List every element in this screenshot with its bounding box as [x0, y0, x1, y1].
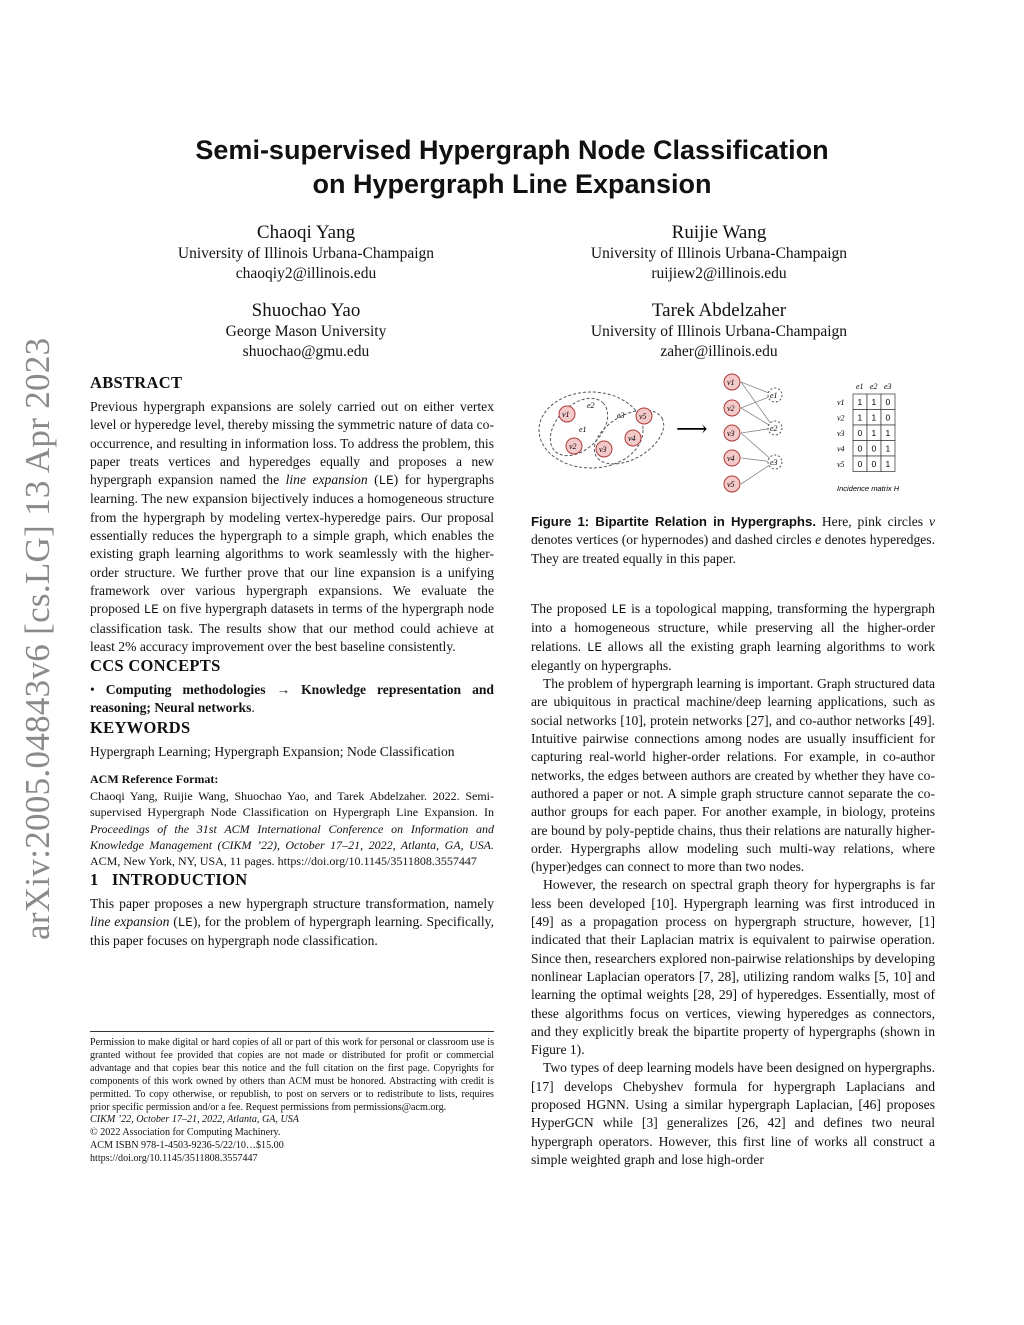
matrix-row-label: v4	[837, 444, 845, 454]
body-paragraph	[531, 600, 935, 675]
matrix-row-label: v5	[837, 460, 845, 469]
matrix-cell-value: 1	[871, 412, 877, 423]
matrix-col-label: e1	[856, 382, 864, 391]
matrix-row-label: v1	[837, 398, 845, 407]
vertex-label: v4	[727, 454, 735, 463]
matrix-cell-value: 1	[857, 412, 863, 423]
title-line-1: Semi-supervised Hypergraph Node Classification	[195, 135, 829, 165]
body-paragraph: However, the research on spectral graph theory for hypergraphs is far less been developed [10]. Hypergraph learning was first introduced in [49] as a propagation process on hypergraph structure, however, [1] indicated that their Laplacian matrix is equivalent to pairwise operation. Since then, researchers explored non-pairwise relationships by developing nonlinear Laplacian operators [7, 28], utilizing random walks [5, 10] and learning the optimal weights [28, 29] of hyperedges. Essentially, most of these algorithms focus on vertices, viewing hyperedges as connectors, and they explicitly break the bipartite property of hypergraphs (shown in Figure 1).	[531, 877, 935, 1058]
caption-part: Here, pink circles	[815, 514, 929, 529]
keywords-heading: KEYWORDS	[90, 717, 191, 737]
matrix-cell-value: 0	[885, 412, 891, 423]
keywords-text: Hypergraph Learning; Hypergraph Expansion; Node Classification	[90, 743, 455, 759]
abstract-part: on five hypergraph datasets in terms of the hypergraph node classification task. The results show that our method could achieve at least 2% accuracy improvement over the best baseline consistently.	[90, 601, 495, 654]
matrix-cell-value: 0	[885, 397, 891, 407]
matrix-cell-value: 0	[857, 459, 863, 469]
acm-reference-part: ACM, New York, NY, USA, 11 pages. https://doi.org/10.1145/3511808.3557447	[90, 854, 477, 869]
body-part: allows all the existing graph learning algorithms to work elegantly on hypergraphs.	[531, 638, 935, 673]
transform-arrow: ⟶	[676, 416, 708, 441]
acm-reference-heading: ACM Reference Format:	[90, 772, 219, 787]
hyperedge-label: e3	[617, 411, 625, 420]
author-block	[141, 222, 471, 284]
abstract-part: ) for hypergraphs learning. The new expansion bijectively induces a homogeneous structure from the hypergraph by modeling vertex-hyperedge pairs. Our proposal essentially reduces the hypergraph to a simple graph, which enables the existing graph learning algorithms to work seamlessly with the higher-order structure. We further prove that our line expansion is a unifying framework over various hypergraph expansions. We evaluate the proposed	[90, 472, 494, 617]
intro-code: LE	[177, 915, 193, 930]
hyperedge-label: e1	[579, 425, 587, 434]
author-name: Tarek Abdelzaher	[651, 300, 787, 321]
author-name: Shuochao Yao	[251, 300, 361, 321]
acm-reference-part: Chaoqi Yang, Ruijie Wang, Shuochao Yao, and Tarek Abdelzaher. 2022. Semi-supervised Hypergraph Node Classification on Hypergraph Line Expansion. In	[90, 789, 494, 820]
matrix-cell-value: 1	[871, 397, 877, 407]
ccs-concepts: Computing methodologies → Knowledge representation and reasoning; Neural networks	[90, 682, 494, 716]
author-block	[554, 300, 884, 362]
permission-notice: Permission to make digital or hard copies of all or part of this work for personal or classroom use is granted without fee provided that copies are not made or distributed for profit or commercial advantage and that copies bear this notice and the full citation on the first page. Copyrights for components of this work owned by others than ACM must be honored. Abstracting with credit is permitted. To copy otherwise, or republish, to post on servers or to redistribute to lists, requires prior specific permission and/or a fee. Request permissions from permissions@acm.org.	[90, 1037, 494, 1113]
abstract-text	[90, 398, 494, 656]
matrix-cell-value: 0	[857, 428, 863, 438]
abstract-part: Previous hypergraph expansions are solely carried out on either vertex level or hyperedge level, thereby missing the symmetric nature of data co-occurrence, and resulting in information loss. To address the problem, this paper treats vertices and hyperedges equally and proposes a new hypergraph expansion named the	[90, 399, 494, 488]
figure-caption	[531, 513, 935, 568]
intro-part: This paper proposes a new hypergraph structure transformation, namely	[90, 895, 494, 911]
vertex-label: v4	[628, 434, 636, 443]
author-email[interactable]: ruijiew2@illinois.edu	[651, 265, 787, 282]
author-block	[554, 222, 884, 284]
hypergraph-drawing	[539, 387, 673, 475]
author-name: Ruijie Wang	[671, 222, 767, 243]
title-line-2: on Hypergraph Line Expansion	[312, 169, 712, 199]
matrix-cell-value: 1	[871, 428, 877, 438]
author-affiliation: University of Illinois Urbana-Champaign	[590, 323, 848, 340]
author-affiliation: University of Illinois Urbana-Champaign	[177, 245, 435, 262]
bipartite-drawing	[724, 374, 782, 492]
body-code: LE	[611, 603, 627, 617]
author-affiliation: George Mason University	[225, 323, 387, 340]
author-affiliation: University of Illinois Urbana-Champaign	[590, 245, 848, 262]
abstract-code: LE	[378, 474, 394, 489]
caption-symbol: e	[815, 532, 822, 548]
vertex-label: v3	[727, 429, 735, 438]
intro-emphasis: line expansion	[90, 913, 170, 929]
vertex-label: v2	[727, 404, 735, 413]
isbn-line: ACM ISBN 978-1-4503-9236-5/22/10…$15.00	[90, 1140, 284, 1152]
vertex-label: v2	[569, 442, 577, 451]
intro-heading: 1 INTRODUCTION	[90, 869, 248, 889]
vertex-label: v1	[562, 410, 570, 419]
conference-line: CIKM ’22, October 17–21, 2022, Atlanta, GA, USA	[90, 1114, 299, 1126]
vertex-label: v5	[727, 480, 735, 489]
matrix-cell-value: 0	[857, 443, 863, 454]
author-email[interactable]: zaher@illinois.edu	[660, 343, 778, 360]
copyright-footnote	[90, 1031, 494, 1166]
ccs-heading: CCS CONCEPTS	[90, 656, 221, 676]
abstract-emphasis: line expansion	[285, 472, 368, 488]
body-paragraph: Two types of deep learning models have been designed on hypergraphs. [17] develops Chebyshev formula for hypergraph Laplacians and proposed HGNN. Using a similar hypergraph Laplacian, [46] proposes HyperGCN while [3] generalizes [26, 42] and defines two neural hypergraph operators. However, this first line of works all construct a simple weighted graph and lose high-order	[531, 1060, 935, 1167]
author-name: Chaoqi Yang	[256, 222, 356, 243]
vertex-label: v1	[727, 378, 735, 387]
copyright-line: © 2022 Association for Computing Machinery.	[90, 1127, 281, 1139]
edge-label: e1	[770, 391, 778, 400]
matrix-cell-value: 0	[871, 459, 877, 469]
matrix-col-label: e2	[870, 382, 878, 391]
caption-part: denotes vertices (or hypernodes) and dashed circles	[531, 532, 816, 548]
author-email[interactable]: chaoqiy2@illinois.edu	[235, 265, 377, 282]
ccs-end: .	[251, 700, 255, 716]
body-part: The proposed	[531, 601, 612, 616]
body-paragraph: The problem of hypergraph learning is important. Graph structured data are ubiquitous in practical machine/deep learning applications, such as social networks [10], protein networks [27], and co-author networks [49]. Intuitive pairwise connections among nodes are usually insufficient for capturing real-world higher-order relations. For example, in co-author networks, the edges between authors are created by whether they have co-authored a paper or not. A simple graph structure cannot separate the co-author groups for each paper. For another example, in biology, proteins are bound by poly-peptide chains, thus their relations are naturally higher-order. Hypergraphs allow modeling such multi-way relations, where (hyper)edges can connect to more than two nodes.	[531, 676, 935, 875]
intro-part: ), for the problem of hypergraph learning. Specifically, this paper focuses on hypergraph node classification.	[90, 913, 494, 949]
matrix-cell-value: 1	[857, 397, 863, 407]
doi-link[interactable]: https://doi.org/10.1145/3511808.3557447	[90, 1153, 258, 1165]
author-block	[141, 300, 471, 362]
matrix-col-label: e3	[884, 382, 892, 391]
caption-part: denotes hyperedges. They are treated equally in this paper.	[531, 532, 935, 566]
left-column	[90, 373, 494, 950]
edge-label: e3	[770, 458, 778, 467]
paper-title	[90, 133, 934, 201]
intro-text	[90, 895, 494, 951]
matrix-cell-value: 1	[885, 428, 891, 438]
matrix-caption: Incidence matrix H	[837, 484, 900, 493]
matrix-cell-value: 1	[885, 459, 891, 469]
abstract-heading: ABSTRACT	[90, 373, 183, 392]
acm-reference-text	[90, 788, 494, 869]
matrix-cell-value: 1	[885, 443, 891, 454]
body-code: LE	[587, 640, 603, 655]
matrix-row-label: v2	[837, 413, 845, 423]
caption-symbol: v	[928, 514, 935, 529]
figure-1	[531, 372, 935, 502]
acm-reference-venue: Proceedings of the 31st ACM International Conference on Information and Knowledge Management (CIKM ’22), October 17–21, 2022, Atlanta, GA, USA.	[90, 821, 494, 852]
ccs-bullet: •	[90, 682, 95, 698]
matrix-row-label: v3	[837, 429, 845, 438]
matrix-cell-value: 0	[871, 443, 877, 454]
incidence-matrix	[837, 382, 895, 472]
ccs-text	[90, 681, 494, 718]
vertex-label: v3	[599, 445, 607, 454]
body-part: is a topological mapping, transforming the hypergraph into a homogeneous structure, while preserving all the higher-order relations.	[531, 601, 935, 654]
right-column	[531, 600, 935, 1169]
figure-caption-title: Figure 1: Bipartite Relation in Hypergraphs.	[531, 514, 816, 529]
vertex-label: v5	[639, 412, 647, 421]
hyperedge-label: e2	[587, 401, 595, 410]
abstract-code: LE	[143, 603, 159, 618]
author-email[interactable]: shuochao@gmu.edu	[242, 343, 370, 360]
arxiv-stamp: arXiv:2005.04843v6 [cs.LG] 13 Apr 2023	[18, 337, 57, 940]
intro-part: (	[169, 913, 178, 929]
abstract-part: (	[367, 472, 379, 488]
edge-label: e2	[770, 424, 778, 433]
